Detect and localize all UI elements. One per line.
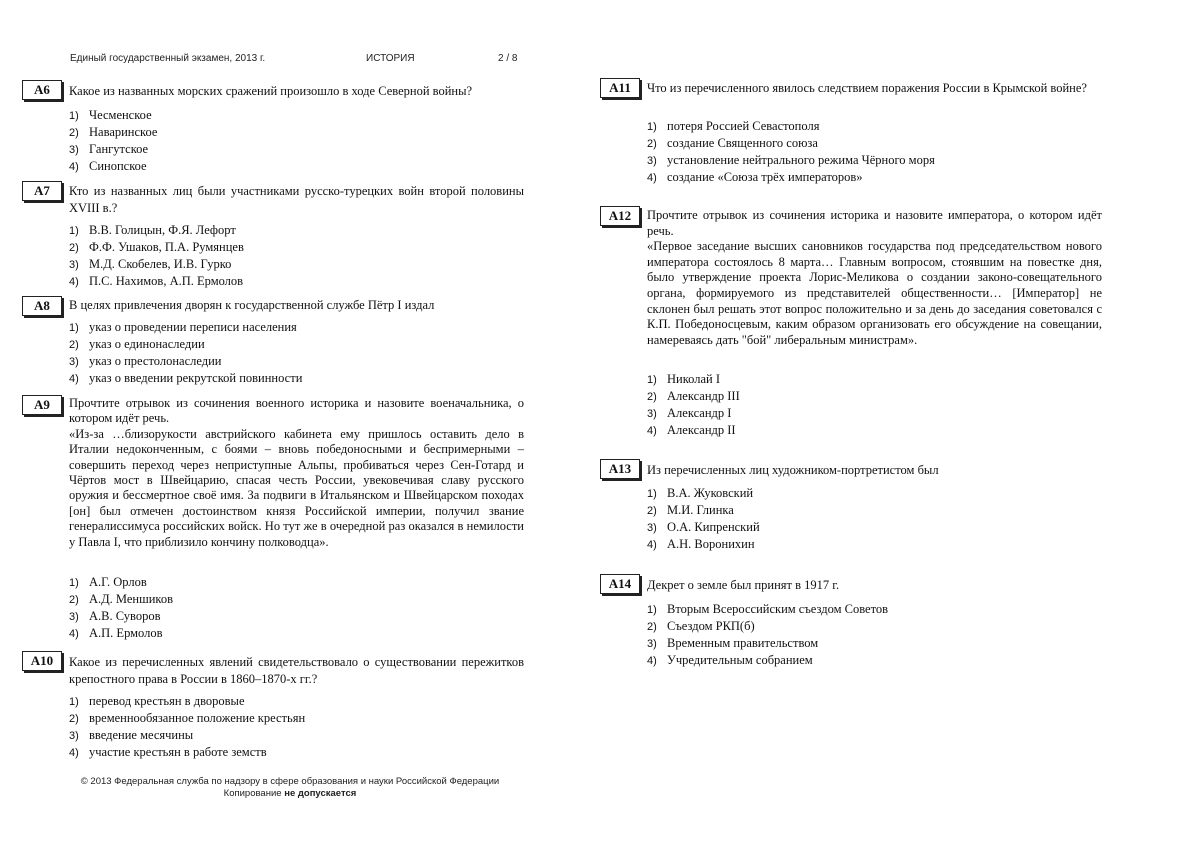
question-text: Какое из названных морских сражений произошло в ходе Северной войны? xyxy=(69,84,473,98)
option[interactable]: 3) А.В. Суворов xyxy=(69,609,161,623)
option[interactable]: 1) потеря Россией Севастополя xyxy=(647,119,820,133)
question-text xyxy=(647,208,1102,348)
footer-copy-notice: Копирование не допускается xyxy=(223,788,357,799)
question-text xyxy=(69,396,524,550)
question-number: A14 xyxy=(600,574,640,594)
question-text: Какое из перечисленных явлений свидетельствовало о существовании пережитков крепостного права в России в 1860–1870-х гг.? xyxy=(69,655,524,686)
option[interactable]: 4) А.Н. Воронихин xyxy=(647,537,755,551)
option[interactable]: 1) Николай I xyxy=(647,372,721,386)
option[interactable]: 2) М.И. Глинка xyxy=(647,503,734,517)
question-text: В целях привлечения дворян к государственной службе Пётр I издал xyxy=(69,298,435,312)
option[interactable]: 2) временнообязанное положение крестьян xyxy=(69,711,306,725)
option[interactable]: 3) установление нейтрального режима Чёрного моря xyxy=(647,153,935,167)
option[interactable]: 4) участие крестьян в работе земств xyxy=(69,745,267,759)
question-quote: «Первое заседание высших сановников государства под председательством нового императора состоялось 8 марта… Главным вопросом, стоявшим на повестке дня, было утверждение проекта Лорис-Меликова о создании законо-совещательного органа, формируемого из представителей общественности… [Император] не склонен был решать этот вопрос положительно и за день до заседания советовался с К.П. Победоносцевым, каким образом организовать его обсуждение на совещании, намереваясь дать "бой" либеральным министрам». xyxy=(647,239,1102,347)
option[interactable]: 1) Чесменское xyxy=(69,108,152,122)
question-number: A6 xyxy=(22,80,62,100)
option[interactable]: 3) указ о престолонаследии xyxy=(69,354,222,368)
option[interactable]: 4) Учредительным собранием xyxy=(647,653,813,667)
options-list xyxy=(69,319,509,387)
options-list xyxy=(69,107,509,175)
option[interactable]: 4) указ о введении рекрутской повинности xyxy=(69,371,303,385)
option[interactable]: 4) Александр II xyxy=(647,423,736,437)
question-number: A8 xyxy=(22,296,62,316)
header-exam: Единый государственный экзамен, 2013 г. xyxy=(70,53,266,64)
option[interactable]: 4) Синопское xyxy=(69,159,147,173)
question-number: A11 xyxy=(600,78,640,98)
options-list xyxy=(647,118,1087,186)
option[interactable]: 1) указ о проведении переписи населения xyxy=(69,320,297,334)
option[interactable]: 4) П.С. Нахимов, А.П. Ермолов xyxy=(69,274,244,288)
option[interactable]: 4) создание «Союза трёх императоров» xyxy=(647,170,863,184)
question-text: Кто из названных лиц были участниками русско-турецких войн второй половины XVIII в.? xyxy=(69,184,524,215)
option[interactable]: 3) Временным правительством xyxy=(647,636,819,650)
question-number: A9 xyxy=(22,395,62,415)
option[interactable]: 1) А.Г. Орлов xyxy=(69,575,147,589)
options-list xyxy=(69,574,509,642)
option[interactable]: 3) введение месячины xyxy=(69,728,194,742)
option[interactable]: 1) перевод крестьян в дворовые xyxy=(69,694,245,708)
option[interactable]: 2) создание Священного союза xyxy=(647,136,818,150)
option[interactable]: 2) Съездом РКП(б) xyxy=(647,619,755,633)
header-page: 2 / 8 xyxy=(498,53,518,64)
option[interactable]: 2) Александр III xyxy=(647,389,740,403)
option[interactable]: 1) В.В. Голицын, Ф.Я. Лефорт xyxy=(69,223,236,237)
options-list xyxy=(69,693,509,761)
question-text: Декрет о земле был принят в 1917 г. xyxy=(647,578,840,592)
question-number: A10 xyxy=(22,651,62,671)
option[interactable]: 3) Гангутское xyxy=(69,142,149,156)
question-text: Из перечисленных лиц художником-портретистом был xyxy=(647,463,939,477)
option[interactable]: 3) О.А. Кипренский xyxy=(647,520,760,534)
options-list xyxy=(647,371,1087,439)
header-subject: ИСТОРИЯ xyxy=(366,53,415,64)
question-number: A12 xyxy=(600,206,640,226)
option[interactable]: 2) Ф.Ф. Ушаков, П.А. Румянцев xyxy=(69,240,244,254)
question-number: A13 xyxy=(600,459,640,479)
options-list xyxy=(647,485,1087,553)
question-prompt: Прочтите отрывок из сочинения военного историка и назовите военачальника, о котором идёт речь. xyxy=(69,396,524,426)
footer xyxy=(0,776,580,800)
footer-copyright: © 2013 Федеральная служба по надзору в сфере образования и науки Российской Федерации xyxy=(80,776,500,787)
option[interactable]: 1) Вторым Всероссийским съездом Советов xyxy=(647,602,889,616)
option[interactable]: 2) указ о единонаследии xyxy=(69,337,205,351)
option[interactable]: 2) Наваринское xyxy=(69,125,158,139)
question-number: A7 xyxy=(22,181,62,201)
options-list xyxy=(69,222,509,290)
option[interactable]: 4) А.П. Ермолов xyxy=(69,626,163,640)
question-text: Что из перечисленного явилось следствием поражения России в Крымской войне? xyxy=(647,81,1087,95)
options-list xyxy=(647,601,1087,669)
option[interactable]: 3) М.Д. Скобелев, И.В. Гурко xyxy=(69,257,232,271)
question-prompt: Прочтите отрывок из сочинения историка и назовите императора, о котором идёт речь. xyxy=(647,208,1102,238)
option[interactable]: 1) В.А. Жуковский xyxy=(647,486,754,500)
option[interactable]: 2) А.Д. Меншиков xyxy=(69,592,174,606)
question-quote: «Из-за …близорукости австрийского кабинета ему пришлось оставить дело в Италии недоконченным, с боями – вновь победоносными и беспримерными – совершить переход через неприступные Альпы, пробиваться через Сен-Готард и Чёртов мост в Швейцарию, спасая честь России, увековечивая славу русского оружия и бессмертное своё имя. За подвиги в Итальянском и Швейцарском походах [он] был отмечен достоинством князя Российской империи, получил звание генералиссимуса российских войск. Но тут же в очередной раз оказался в немилости у Павла I, что приблизило кончину полководца». xyxy=(69,426,524,549)
option[interactable]: 3) Александр I xyxy=(647,406,732,420)
